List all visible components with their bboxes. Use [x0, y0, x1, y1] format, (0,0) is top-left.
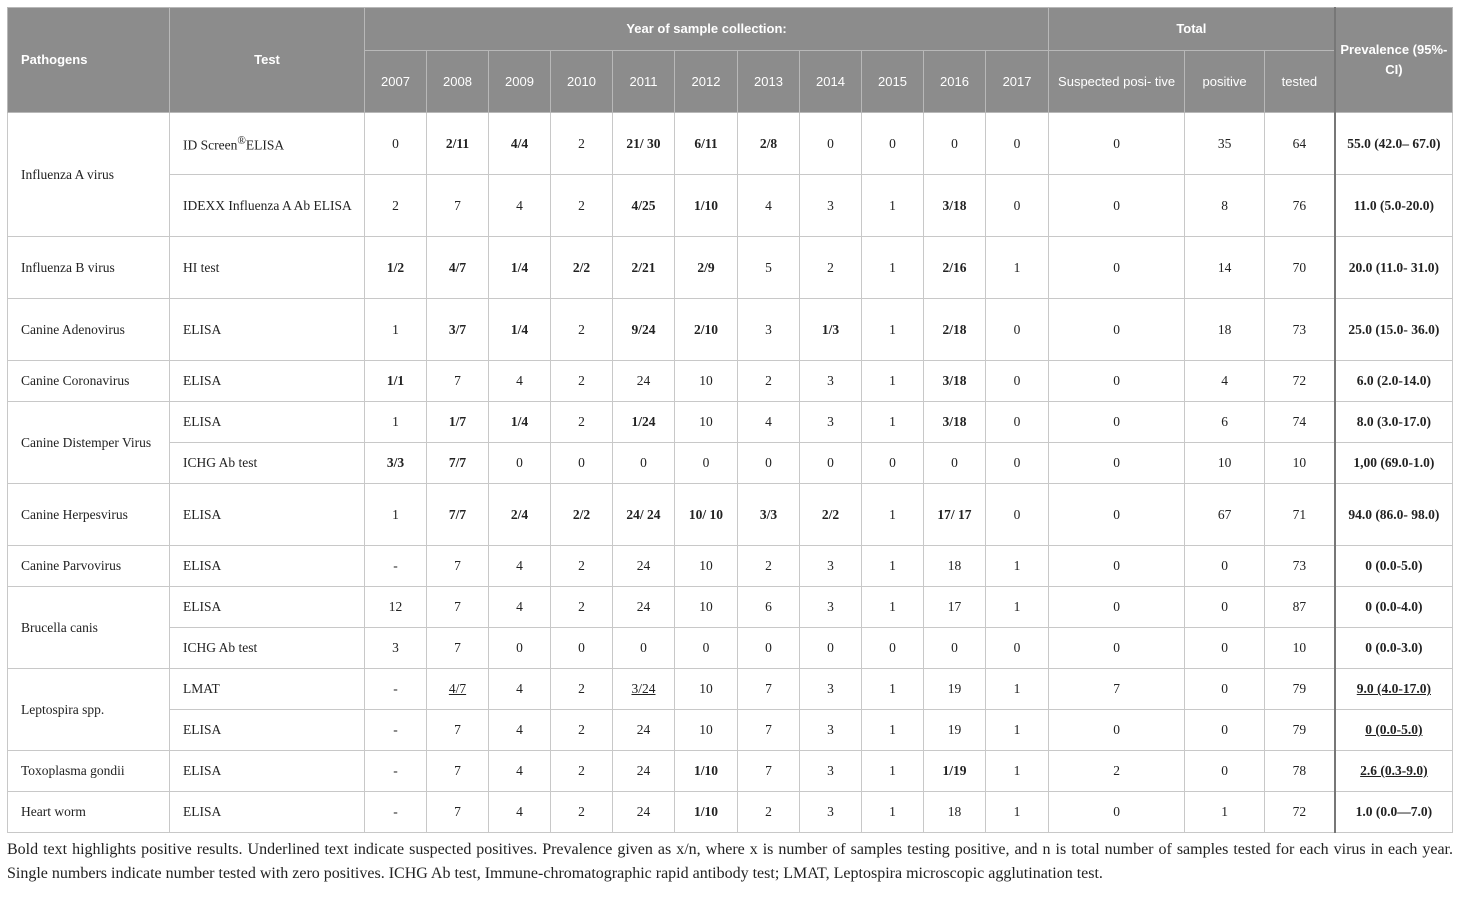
year-value-cell: 2	[551, 546, 613, 587]
year-value-cell: 0	[800, 113, 862, 175]
year-value-cell: 1/1	[365, 361, 427, 402]
table-row	[8, 299, 1453, 361]
year-value-cell: 1	[986, 792, 1049, 833]
tested-count-cell: 87	[1265, 587, 1335, 628]
test-cell: ELISA	[170, 751, 365, 792]
pathogen-cell: Leptospira spp.	[8, 669, 170, 751]
year-value-cell: 1/2	[365, 237, 427, 299]
header-prevalence: Prevalence (95%-CI)	[1335, 8, 1453, 113]
header-pathogens: Pathogens	[8, 8, 170, 113]
year-value-cell: 1/19	[924, 751, 986, 792]
year-value-cell: 1	[986, 587, 1049, 628]
year-value-cell: 2	[738, 361, 800, 402]
year-value-cell: 2/4	[489, 484, 551, 546]
year-value-cell: 1	[986, 751, 1049, 792]
suspected-positive-cell: 0	[1049, 113, 1185, 175]
table-row	[8, 402, 1453, 443]
year-value-cell: 24	[613, 587, 675, 628]
year-value-cell: 10	[675, 587, 738, 628]
year-value-cell: 5	[738, 237, 800, 299]
header-year: 2008	[427, 51, 489, 113]
year-value-cell: 0	[551, 628, 613, 669]
tested-count-cell: 79	[1265, 710, 1335, 751]
year-value-cell: 7	[427, 710, 489, 751]
year-value-cell: 3/3	[738, 484, 800, 546]
year-value-cell: 10	[675, 402, 738, 443]
year-value-cell: 2	[551, 792, 613, 833]
suspected-positive-cell: 0	[1049, 546, 1185, 587]
prevalence-cell: 0 (0.0-4.0)	[1335, 587, 1453, 628]
year-value-cell: 3	[800, 751, 862, 792]
year-value-cell: 7	[427, 628, 489, 669]
positive-count-cell: 4	[1185, 361, 1265, 402]
year-value-cell: 4	[489, 175, 551, 237]
pathogen-cell: Toxoplasma gondii	[8, 751, 170, 792]
year-value-cell: 4	[738, 402, 800, 443]
year-value-cell: 1	[862, 710, 924, 751]
year-value-cell: 1/10	[675, 751, 738, 792]
header-year: 2016	[924, 51, 986, 113]
header-year: 2012	[675, 51, 738, 113]
header-year: 2010	[551, 51, 613, 113]
table-row	[8, 628, 1453, 669]
test-cell: ELISA	[170, 587, 365, 628]
header-year-group: Year of sample collection:	[365, 8, 1049, 51]
year-value-cell: 4	[738, 175, 800, 237]
year-value-cell: 19	[924, 710, 986, 751]
year-value-cell: 1	[986, 669, 1049, 710]
year-value-cell: 1	[862, 175, 924, 237]
year-value-cell: 0	[551, 443, 613, 484]
test-cell: ELISA	[170, 484, 365, 546]
year-value-cell: 4/7	[427, 237, 489, 299]
prevalence-cell: 1.0 (0.0—7.0)	[1335, 792, 1453, 833]
year-value-cell: 3/18	[924, 361, 986, 402]
year-value-cell: 7	[427, 751, 489, 792]
year-value-cell: 1	[862, 237, 924, 299]
year-value-cell: 1/3	[800, 299, 862, 361]
year-value-cell: 4	[489, 546, 551, 587]
year-value-cell: 10	[675, 361, 738, 402]
positive-count-cell: 0	[1185, 546, 1265, 587]
year-value-cell: 0	[675, 443, 738, 484]
pathogen-cell: Canine Parvovirus	[8, 546, 170, 587]
year-value-cell: 10	[675, 669, 738, 710]
test-cell	[170, 113, 365, 175]
pathogen-cell: Canine Herpesvirus	[8, 484, 170, 546]
year-value-cell: -	[365, 710, 427, 751]
test-cell: IDEXX Influenza A Ab ELISA	[170, 175, 365, 237]
year-value-cell: 24	[613, 710, 675, 751]
year-value-cell: 0	[986, 361, 1049, 402]
year-value-cell: 1	[862, 484, 924, 546]
prevalence-cell: 8.0 (3.0-17.0)	[1335, 402, 1453, 443]
year-value-cell: 1	[365, 299, 427, 361]
year-value-cell: 9/24	[613, 299, 675, 361]
suspected-positive-cell: 0	[1049, 792, 1185, 833]
year-value-cell: 0	[862, 443, 924, 484]
year-value-cell: 1	[986, 237, 1049, 299]
year-value-cell: 2	[551, 710, 613, 751]
year-value-cell: 10/ 10	[675, 484, 738, 546]
year-value-cell: 7	[738, 710, 800, 751]
header-year: 2013	[738, 51, 800, 113]
test-cell: ICHG Ab test	[170, 443, 365, 484]
prevalence-cell: 55.0 (42.0– 67.0)	[1335, 113, 1453, 175]
test-cell: ELISA	[170, 792, 365, 833]
year-value-cell: 7	[427, 792, 489, 833]
year-value-cell: 1/24	[613, 402, 675, 443]
year-value-cell: 12	[365, 587, 427, 628]
year-value-cell: 0	[986, 443, 1049, 484]
table-row	[8, 175, 1453, 237]
tested-count-cell: 74	[1265, 402, 1335, 443]
year-value-cell: 24	[613, 792, 675, 833]
year-value-cell: 0	[613, 628, 675, 669]
suspected-positive-cell: 0	[1049, 710, 1185, 751]
positive-count-cell: 14	[1185, 237, 1265, 299]
year-value-cell: 2/2	[800, 484, 862, 546]
year-value-cell: 7	[427, 361, 489, 402]
tested-count-cell: 64	[1265, 113, 1335, 175]
table-row	[8, 710, 1453, 751]
test-cell: ELISA	[170, 361, 365, 402]
prevalence-cell: 0 (0.0-5.0)	[1335, 546, 1453, 587]
year-value-cell: 1	[862, 361, 924, 402]
year-value-cell: 10	[675, 710, 738, 751]
year-value-cell: 2	[551, 113, 613, 175]
suspected-positive-cell: 0	[1049, 299, 1185, 361]
year-value-cell: 0	[489, 443, 551, 484]
test-name-suffix: ELISA	[245, 137, 285, 153]
suspected-positive-cell: 0	[1049, 237, 1185, 299]
suspected-positive-cell: 0	[1049, 361, 1185, 402]
year-value-cell: 3/18	[924, 402, 986, 443]
year-value-cell: 0	[986, 402, 1049, 443]
year-value-cell: 3/24	[613, 669, 675, 710]
year-value-cell: 3	[800, 361, 862, 402]
year-value-cell: 2	[551, 175, 613, 237]
table-row	[8, 361, 1453, 402]
year-value-cell: 2/11	[427, 113, 489, 175]
suspected-positive-cell: 0	[1049, 484, 1185, 546]
year-value-cell: 7	[427, 587, 489, 628]
table-row	[8, 546, 1453, 587]
year-value-cell: 1	[862, 669, 924, 710]
prevalence-cell: 9.0 (4.0-17.0)	[1335, 669, 1453, 710]
year-value-cell: 3	[800, 402, 862, 443]
year-value-cell: 3	[800, 792, 862, 833]
suspected-positive-cell: 0	[1049, 443, 1185, 484]
year-value-cell: 0	[986, 484, 1049, 546]
year-value-cell: 3	[800, 710, 862, 751]
year-value-cell: 4	[489, 751, 551, 792]
tested-count-cell: 79	[1265, 669, 1335, 710]
pathogen-cell: Canine Coronavirus	[8, 361, 170, 402]
year-value-cell: 0	[800, 443, 862, 484]
tested-count-cell: 73	[1265, 546, 1335, 587]
prevalence-cell: 6.0 (2.0-14.0)	[1335, 361, 1453, 402]
table-row	[8, 751, 1453, 792]
year-value-cell: 1/4	[489, 402, 551, 443]
year-value-cell: 1	[862, 587, 924, 628]
positive-count-cell: 10	[1185, 443, 1265, 484]
year-value-cell: 7	[738, 751, 800, 792]
tested-count-cell: 10	[1265, 443, 1335, 484]
year-value-cell: 0	[800, 628, 862, 669]
year-value-cell: 4	[489, 361, 551, 402]
year-value-cell: 0	[986, 628, 1049, 669]
year-value-cell: 4/25	[613, 175, 675, 237]
year-value-cell: 3/18	[924, 175, 986, 237]
year-value-cell: 3	[800, 546, 862, 587]
year-value-cell: 0	[924, 113, 986, 175]
year-value-cell: 21/ 30	[613, 113, 675, 175]
suspected-positive-cell: 0	[1049, 402, 1185, 443]
suspected-positive-cell: 7	[1049, 669, 1185, 710]
prevalence-cell: 25.0 (15.0- 36.0)	[1335, 299, 1453, 361]
year-value-cell: 2	[551, 751, 613, 792]
year-value-cell: 3/3	[365, 443, 427, 484]
year-value-cell: 17/ 17	[924, 484, 986, 546]
year-value-cell: -	[365, 792, 427, 833]
year-value-cell: 18	[924, 546, 986, 587]
test-cell: ELISA	[170, 402, 365, 443]
test-cell: ELISA	[170, 710, 365, 751]
table-row	[8, 484, 1453, 546]
year-value-cell: 4	[489, 669, 551, 710]
year-value-cell: 1	[862, 402, 924, 443]
year-value-cell: 6/11	[675, 113, 738, 175]
suspected-positive-cell: 0	[1049, 175, 1185, 237]
year-value-cell: 1	[862, 299, 924, 361]
year-value-cell: 7/7	[427, 443, 489, 484]
year-value-cell: 10	[675, 546, 738, 587]
year-value-cell: 4	[489, 710, 551, 751]
year-value-cell: -	[365, 669, 427, 710]
pathogen-cell: Influenza A virus	[8, 113, 170, 237]
year-value-cell: 24	[613, 751, 675, 792]
year-value-cell: 6	[738, 587, 800, 628]
tested-count-cell: 76	[1265, 175, 1335, 237]
positive-count-cell: 67	[1185, 484, 1265, 546]
year-value-cell: 1/10	[675, 175, 738, 237]
table-row	[8, 443, 1453, 484]
year-value-cell: 2/21	[613, 237, 675, 299]
prevalence-cell: 11.0 (5.0-20.0)	[1335, 175, 1453, 237]
year-value-cell: 24	[613, 361, 675, 402]
pathogen-cell: Influenza B virus	[8, 237, 170, 299]
pathogen-prevalence-table	[7, 7, 1453, 833]
year-value-cell: 2	[365, 175, 427, 237]
year-value-cell: 2	[551, 587, 613, 628]
positive-count-cell: 0	[1185, 628, 1265, 669]
header-suspected-positive: Suspected posi- tive	[1049, 51, 1185, 113]
positive-count-cell: 0	[1185, 587, 1265, 628]
year-value-cell: 17	[924, 587, 986, 628]
year-value-cell: 4	[489, 792, 551, 833]
year-value-cell: 1/10	[675, 792, 738, 833]
year-value-cell: 3	[800, 175, 862, 237]
year-value-cell: 0	[862, 113, 924, 175]
header-test: Test	[170, 8, 365, 113]
table-row	[8, 113, 1453, 175]
header-year: 2009	[489, 51, 551, 113]
registered-mark: ®	[237, 135, 246, 148]
year-value-cell: 4/4	[489, 113, 551, 175]
tested-count-cell: 78	[1265, 751, 1335, 792]
header-tested: tested	[1265, 51, 1335, 113]
year-value-cell: 0	[738, 443, 800, 484]
year-value-cell: 2/16	[924, 237, 986, 299]
test-cell: ELISA	[170, 299, 365, 361]
prevalence-cell: 20.0 (11.0- 31.0)	[1335, 237, 1453, 299]
table-container	[7, 7, 1453, 833]
prevalence-cell: 94.0 (86.0- 98.0)	[1335, 484, 1453, 546]
tested-count-cell: 71	[1265, 484, 1335, 546]
tested-count-cell: 72	[1265, 361, 1335, 402]
year-value-cell: 1	[862, 546, 924, 587]
year-value-cell: 2	[551, 361, 613, 402]
header-year: 2017	[986, 51, 1049, 113]
prevalence-cell: 0 (0.0-5.0)	[1335, 710, 1453, 751]
year-value-cell: 1	[986, 546, 1049, 587]
year-value-cell: 0	[738, 628, 800, 669]
year-value-cell: 7	[427, 546, 489, 587]
header-positive: positive	[1185, 51, 1265, 113]
year-value-cell: 0	[924, 443, 986, 484]
year-value-cell: 2/9	[675, 237, 738, 299]
year-value-cell: 1	[862, 751, 924, 792]
year-value-cell: 1/4	[489, 237, 551, 299]
year-value-cell: 2/8	[738, 113, 800, 175]
year-value-cell: 1	[365, 484, 427, 546]
year-value-cell: 2	[551, 669, 613, 710]
year-value-cell: 2	[551, 299, 613, 361]
year-value-cell: 2	[738, 546, 800, 587]
year-value-cell: 1	[365, 402, 427, 443]
year-value-cell: 0	[986, 113, 1049, 175]
prevalence-cell: 0 (0.0-3.0)	[1335, 628, 1453, 669]
table-row	[8, 669, 1453, 710]
year-value-cell: 1	[862, 792, 924, 833]
year-value-cell: 2/2	[551, 237, 613, 299]
year-value-cell: 1/4	[489, 299, 551, 361]
tested-count-cell: 70	[1265, 237, 1335, 299]
year-value-cell: 2	[551, 402, 613, 443]
test-cell: LMAT	[170, 669, 365, 710]
positive-count-cell: 1	[1185, 792, 1265, 833]
header-year: 2011	[613, 51, 675, 113]
year-value-cell: 3/7	[427, 299, 489, 361]
year-value-cell: 0	[613, 443, 675, 484]
year-value-cell: 0	[489, 628, 551, 669]
year-value-cell: 19	[924, 669, 986, 710]
suspected-positive-cell: 2	[1049, 751, 1185, 792]
year-value-cell: 7	[738, 669, 800, 710]
year-value-cell: 0	[365, 113, 427, 175]
year-value-cell: 24/ 24	[613, 484, 675, 546]
positive-count-cell: 8	[1185, 175, 1265, 237]
year-value-cell: 2	[800, 237, 862, 299]
prevalence-cell: 2.6 (0.3-9.0)	[1335, 751, 1453, 792]
year-value-cell: 0	[924, 628, 986, 669]
prevalence-cell: 1,00 (69.0-1.0)	[1335, 443, 1453, 484]
tested-count-cell: 10	[1265, 628, 1335, 669]
positive-count-cell: 35	[1185, 113, 1265, 175]
positive-count-cell: 18	[1185, 299, 1265, 361]
year-value-cell: 4	[489, 587, 551, 628]
header-year: 2015	[862, 51, 924, 113]
year-value-cell: 7	[427, 175, 489, 237]
pathogen-cell: Brucella canis	[8, 587, 170, 669]
positive-count-cell: 6	[1185, 402, 1265, 443]
table-row	[8, 587, 1453, 628]
year-value-cell: 0	[675, 628, 738, 669]
header-year: 2007	[365, 51, 427, 113]
tested-count-cell: 72	[1265, 792, 1335, 833]
positive-count-cell: 0	[1185, 710, 1265, 751]
year-value-cell: 0	[986, 299, 1049, 361]
tested-count-cell: 73	[1265, 299, 1335, 361]
year-value-cell: 2/18	[924, 299, 986, 361]
year-value-cell: 1/7	[427, 402, 489, 443]
table-row	[8, 237, 1453, 299]
pathogen-cell: Heart worm	[8, 792, 170, 833]
test-name-prefix: ID Screen	[183, 137, 238, 153]
table-row	[8, 792, 1453, 833]
positive-count-cell: 0	[1185, 751, 1265, 792]
year-value-cell: 2/10	[675, 299, 738, 361]
suspected-positive-cell: 0	[1049, 587, 1185, 628]
year-value-cell: 3	[738, 299, 800, 361]
year-value-cell: -	[365, 546, 427, 587]
year-value-cell: 2	[738, 792, 800, 833]
pathogen-cell: Canine Distemper Virus	[8, 402, 170, 484]
year-value-cell: 3	[800, 587, 862, 628]
header-total-group: Total	[1049, 8, 1335, 51]
header-year: 2014	[800, 51, 862, 113]
year-value-cell: 24	[613, 546, 675, 587]
positive-count-cell: 0	[1185, 669, 1265, 710]
year-value-cell: 0	[862, 628, 924, 669]
year-value-cell: 3	[800, 669, 862, 710]
table-footnote: Bold text highlights positive results. Underlined text indicate suspected positives. Prevalence given as x/n, where x is number of samples testing positive, and n is total number of samples tested for each virus in each year. Single numbers indicate number tested with zero positives. ICHG Ab test, Immune-chromatographic rapid antibody test; LMAT, Leptospira microscopic agglutination test.	[7, 841, 1453, 882]
year-value-cell: 0	[986, 175, 1049, 237]
year-value-cell: 4/7	[427, 669, 489, 710]
year-value-cell: 7/7	[427, 484, 489, 546]
test-cell: ICHG Ab test	[170, 628, 365, 669]
year-value-cell: 3	[365, 628, 427, 669]
year-value-cell: -	[365, 751, 427, 792]
year-value-cell: 1	[986, 710, 1049, 751]
test-cell: ELISA	[170, 546, 365, 587]
year-value-cell: 2/2	[551, 484, 613, 546]
test-cell: HI test	[170, 237, 365, 299]
pathogen-cell: Canine Adenovirus	[8, 299, 170, 361]
suspected-positive-cell: 0	[1049, 628, 1185, 669]
year-value-cell: 18	[924, 792, 986, 833]
